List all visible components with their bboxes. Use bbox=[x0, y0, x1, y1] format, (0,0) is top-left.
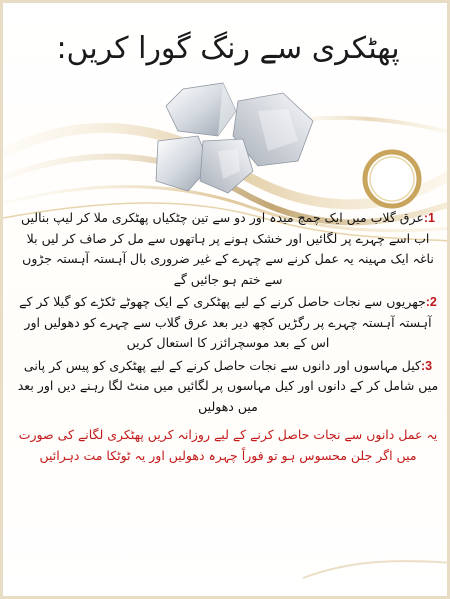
paragraph-1 bbox=[17, 208, 439, 290]
paragraph-text: جھریوں سے نجات حاصل کرنے کے لیے پھٹکری کے ایک چھوٹے ٹکڑے کو گیلا کر کے آہستہ آہستہ چہرے پر رگڑیں کچھ دیر بعد عرق گلاب سے چہرے کو دھولیں اور اس کے بعد موسچرائزر کا استعال کریں bbox=[19, 294, 432, 350]
paragraph-number: 3: bbox=[420, 358, 433, 373]
warning-note: یہ عمل دانوں سے نجات حاصل کرنے کے لیے روزانہ کریں پھٹکری لگانے کی صورت میں اگر جلن محسوس ہو تو فوراً چہرہ دھولیں اور یہ ٹوٹکا مت دہرائیں bbox=[18, 427, 438, 463]
page-title: پھٹکری سے رنگ گورا کریں: bbox=[56, 31, 400, 66]
paragraph-3 bbox=[17, 356, 439, 418]
paragraph-number: 2: bbox=[425, 295, 437, 309]
gold-ring-decoration bbox=[361, 148, 423, 210]
paragraph-2 bbox=[17, 292, 439, 354]
alum-crystals-image bbox=[148, 81, 323, 201]
paragraph-text: عرق گلاب میں ایک چمچ میدہ اور دو سے تین چٹکیاں پھٹکری ملا کر لیپ بنالیں اب اسے چہرے پر لگائیں اور خشک ہونے پر ہاتھوں سے مل کر صاف کر لیں بلا ناغہ ایک مہینہ یہ عمل کرنے سے چہرے کے غیر ضروری بال آہستہ آہستہ جڑوں سے ختم ہو جائیں گے bbox=[21, 210, 434, 287]
paragraph-number: 1: bbox=[423, 211, 435, 225]
article-body bbox=[17, 208, 439, 479]
paragraph-text: کیل مہاسوں اور دانوں سے نجات حاصل کرنے کے لیے پھٹکری کو پیس کر پانی میں شامل کر کے دانوں اور کیل مہاسوں پر لگائیں میں منٹ لگا رہنے دیں اور بعد میں دھولیں bbox=[17, 357, 439, 414]
